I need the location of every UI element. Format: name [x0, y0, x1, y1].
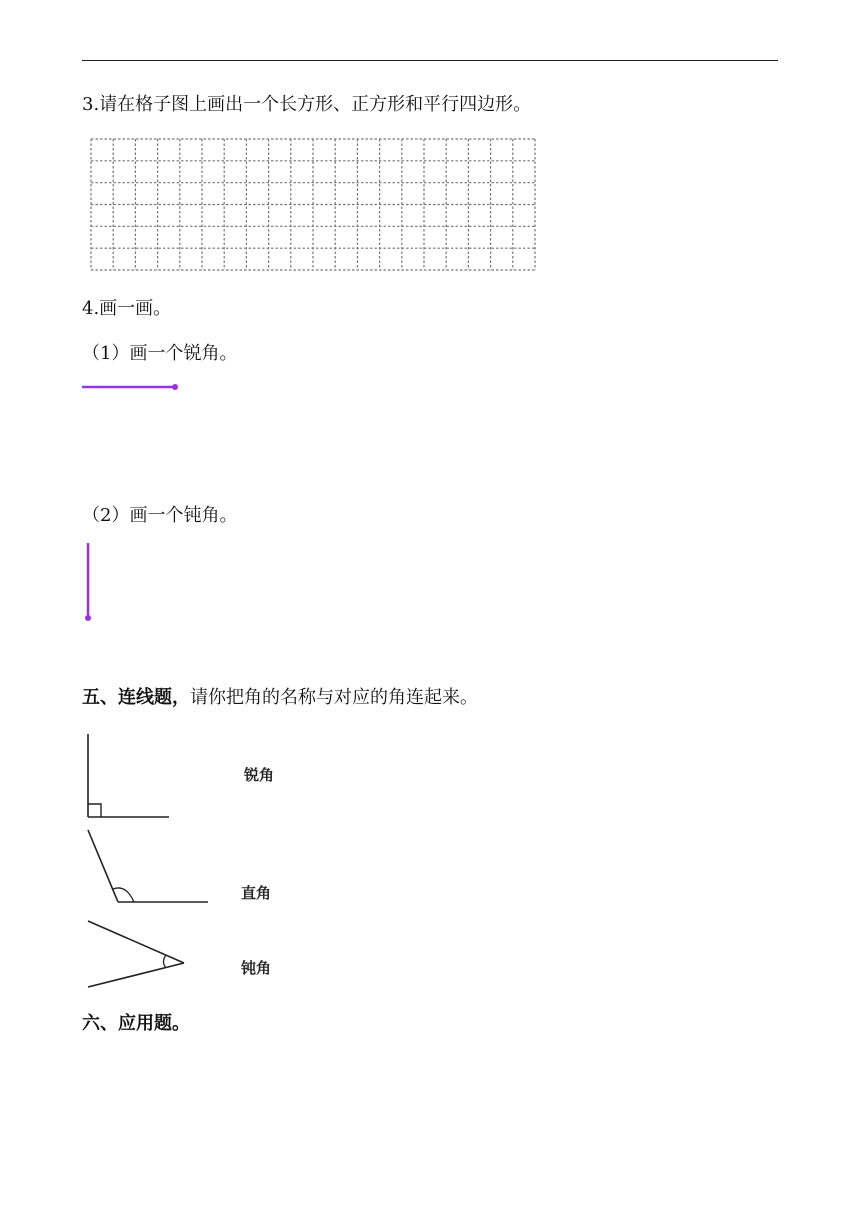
section-5-title: 五、连线题， [82, 687, 190, 708]
right-angle-figure [84, 732, 174, 822]
obtuse-angle-ray [80, 540, 96, 626]
header-rule [82, 60, 778, 61]
question-4-part-2: （2）画一个钝角。 [82, 505, 238, 526]
section-6-title: 六、应用题。 [82, 1013, 190, 1034]
acute-angle-ray [80, 380, 180, 394]
question-3-text: 3.请在格子图上画出一个长方形、正方形和平行四边形。 [82, 94, 532, 115]
dot-grid [90, 138, 536, 271]
acute-angle-figure [84, 917, 190, 991]
label-right-angle: 直角 [241, 884, 272, 902]
question-4-part-1: （1）画一个锐角。 [82, 343, 238, 364]
question-4-text: 4.画一画。 [82, 298, 172, 319]
label-obtuse-angle: 钝角 [241, 959, 272, 977]
obtuse-angle-figure [84, 826, 212, 908]
section-5-instruction: 请你把角的名称与对应的角连起来。 [190, 687, 478, 708]
section-5-heading [82, 686, 478, 710]
label-acute-angle: 锐角 [244, 766, 275, 784]
